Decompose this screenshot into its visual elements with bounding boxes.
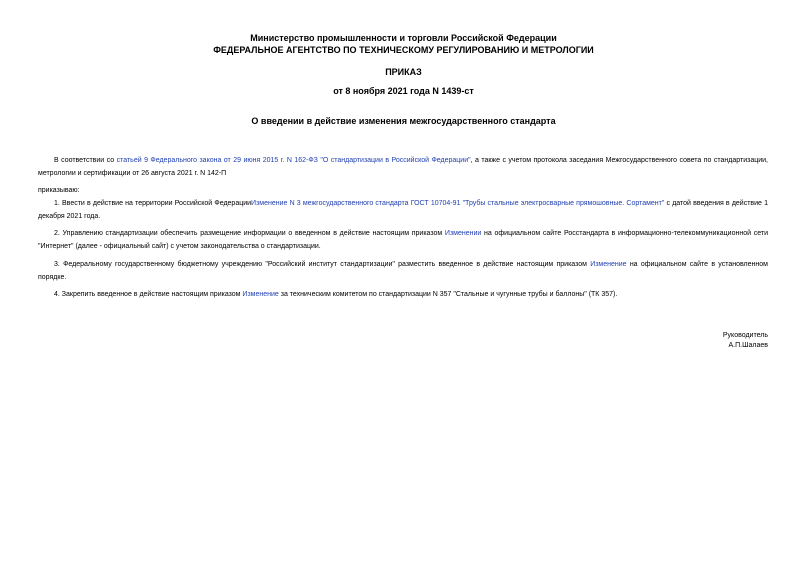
item-1 bbox=[38, 197, 768, 223]
item-2 bbox=[38, 227, 768, 253]
standard-amendment-link[interactable]: Изменение N 3 межгосударственного стандарта ГОСТ 10704-91 "Трубы стальные электросварные прямошовные. Сортамент" bbox=[251, 200, 665, 207]
preamble-paragraph bbox=[38, 154, 768, 180]
item-1-text-1: 1. Ввести в действие на территории Российской Федерации bbox=[54, 200, 252, 207]
doc-type: ПРИКАЗ bbox=[385, 67, 422, 77]
preamble-text-1: В соответствии со bbox=[54, 157, 117, 164]
agency-name: ФЕДЕРАЛЬНОЕ АГЕНТСТВО ПО ТЕХНИЧЕСКОМУ РЕГУЛИРОВАНИЮ И МЕТРОЛОГИИ bbox=[213, 45, 594, 55]
law-link[interactable]: статьей 9 Федерального закона от 29 июня 2015 г. N 162-ФЗ "О стандартизации в Российской Федерации" bbox=[116, 157, 471, 164]
item-2-text-2: на официальном сайте Росстандарта в информационно-телекоммуникационной сети "Интернет" (далее - официальный сайт) с учетом законодательства о стандартизации. bbox=[38, 230, 769, 250]
item-4-amendment-link[interactable]: Изменение bbox=[242, 291, 279, 298]
item-4-text-2: за техническим комитетом по стандартизации N 357 "Стальные и чугунные трубы и баллоны" (ТК 357). bbox=[278, 291, 618, 298]
item-3-text-2: на официальном сайте в установленном порядке. bbox=[38, 261, 768, 281]
signature-name: А.П.Шалаев bbox=[728, 342, 768, 349]
item-3-text-1: 3. Федеральному государственному бюджетному учреждению "Российский институт стандартизации" разместить введенное в действие настоящим приказом bbox=[54, 261, 591, 268]
item-1-text-2: с датой введения в действие 1 декабря 2021 года. bbox=[38, 200, 768, 220]
order-word: приказываю: bbox=[38, 187, 80, 194]
preamble-text-2: , а также с учетом протокола заседания Межгосударственного совета по стандартизации, метрологии и сертификации от 26 августа 2021 г. N 142-П bbox=[38, 157, 768, 177]
item-4 bbox=[38, 288, 768, 301]
item-2-text-1: 2. Управлению стандартизации обеспечить размещение информации о введенном в действие настоящим приказом bbox=[54, 230, 445, 237]
doc-title: О введении в действие изменения межгосударственного стандарта bbox=[251, 116, 556, 126]
signature-role: Руководитель bbox=[722, 332, 768, 339]
item-2-amendment-link[interactable]: Изменении bbox=[444, 230, 482, 237]
ministry-name: Министерство промышленности и торговли Российской Федерации bbox=[250, 33, 557, 43]
item-3 bbox=[38, 258, 768, 284]
doc-date-number: от 8 ноября 2021 года N 1439-ст bbox=[333, 86, 474, 96]
item-4-text-1: 4. Закрепить введенное в действие настоящим приказом bbox=[54, 291, 243, 298]
item-3-amendment-link[interactable]: Изменение bbox=[590, 261, 627, 268]
